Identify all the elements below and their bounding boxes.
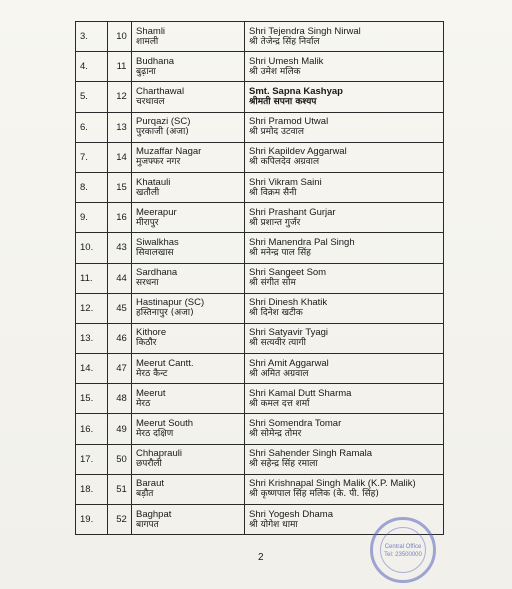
serial-number: 7. — [76, 142, 108, 172]
table-row — [76, 172, 444, 202]
serial-number: 15. — [76, 384, 108, 414]
constituency-number: 46 — [108, 323, 132, 353]
constituency-name-en: Meerut — [136, 387, 166, 399]
constituency-number: 13 — [108, 112, 132, 142]
candidate-name-en: Shri Manendra Pal Singh — [249, 236, 355, 248]
constituency-name-hi: पुरकाजी (अजा) — [136, 127, 189, 138]
candidate-name-hi: श्री उमेश मलिक — [249, 66, 301, 77]
constituency-number: 11 — [108, 52, 132, 82]
constituency-number: 49 — [108, 414, 132, 444]
table-row — [76, 384, 444, 414]
candidate-name-en: Shri Yogesh Dhama — [249, 508, 333, 520]
serial-number: 4. — [76, 52, 108, 82]
candidate-name-en: Shri Kapildev Aggarwal — [249, 146, 347, 158]
candidate-name-hi: श्री प्रशान्त गुर्जर — [249, 217, 301, 228]
constituency-number: 45 — [108, 293, 132, 323]
constituency-cell — [132, 52, 245, 82]
constituency-name-en: Baraut — [136, 478, 164, 490]
constituency-cell — [132, 323, 245, 353]
table-row — [76, 323, 444, 353]
constituency-name-en: Meerut Cantt. — [136, 357, 194, 369]
table-row — [76, 52, 444, 82]
table-row — [76, 263, 444, 293]
serial-number: 5. — [76, 82, 108, 112]
constituency-name-hi: शामली — [136, 36, 159, 47]
candidate-name-en: Shri Tejendra Singh Nirwal — [249, 25, 361, 37]
constituency-name-en: Budhana — [136, 55, 175, 67]
serial-number: 17. — [76, 444, 108, 474]
serial-number: 13. — [76, 323, 108, 353]
constituency-cell — [132, 505, 245, 535]
constituency-cell — [132, 474, 245, 504]
constituency-cell — [132, 263, 245, 293]
constituency-name-hi: मेरठ कैन्ट — [136, 368, 168, 379]
constituency-name-en: Kithore — [136, 327, 167, 339]
candidate-cell — [245, 444, 444, 474]
constituency-number: 43 — [108, 233, 132, 263]
constituency-name-hi: चरथावल — [136, 96, 165, 107]
serial-number: 18. — [76, 474, 108, 504]
constituency-name-en: Muzaffar Nagar — [136, 146, 202, 158]
table-row — [76, 414, 444, 444]
serial-number: 11. — [76, 263, 108, 293]
candidate-name-en: Shri Pramod Utwal — [249, 116, 329, 128]
serial-number: 12. — [76, 293, 108, 323]
constituency-name-hi: मीरापुर — [136, 217, 159, 228]
candidate-name-hi: श्री सोमेन्द्र तोमर — [249, 429, 302, 440]
serial-number: 14. — [76, 354, 108, 384]
candidate-name-en: Shri Dinesh Khatik — [249, 297, 328, 309]
constituency-cell — [132, 203, 245, 233]
constituency-number: 12 — [108, 82, 132, 112]
table-row — [76, 203, 444, 233]
constituency-number: 51 — [108, 474, 132, 504]
constituency-cell — [132, 22, 245, 52]
candidate-name-hi: श्री कृष्णपाल सिंह मलिक (के. पी. सिंह) — [249, 489, 379, 500]
constituency-number: 15 — [108, 172, 132, 202]
constituency-name-en: Hastinapur (SC) — [136, 297, 205, 309]
table-row — [76, 444, 444, 474]
constituency-number: 44 — [108, 263, 132, 293]
constituency-name-hi: छपरौली — [136, 459, 162, 470]
candidate-name-en: Shri Kamal Dutt Sharma — [249, 387, 352, 399]
candidate-name-en: Shri Satyavir Tyagi — [249, 327, 329, 339]
constituency-name-en: Sardhana — [136, 267, 178, 279]
constituency-cell — [132, 142, 245, 172]
office-seal-stamp — [370, 517, 436, 583]
constituency-cell — [132, 293, 245, 323]
constituency-number: 10 — [108, 22, 132, 52]
candidate-name-hi: श्री कमल दत्त शर्मा — [249, 398, 310, 409]
candidate-name-hi: श्री तेजेन्द्र सिंह निर्वाल — [249, 36, 320, 47]
serial-number: 3. — [76, 22, 108, 52]
candidate-name-hi: श्री योगेश धामा — [249, 519, 298, 530]
candidate-cell — [245, 354, 444, 384]
stamp-line-1: Central Office — [384, 544, 422, 550]
constituency-name-en: Baghpat — [136, 508, 172, 520]
candidate-name-hi: श्री अमित अग्रवाल — [249, 368, 309, 379]
constituency-number: 50 — [108, 444, 132, 474]
constituency-name-en: Chhaprauli — [136, 448, 182, 460]
table-row — [76, 233, 444, 263]
candidate-cell — [245, 112, 444, 142]
candidate-name-hi: श्री सहेन्द्र सिंह रमाला — [249, 459, 318, 470]
table-row — [76, 112, 444, 142]
serial-number: 9. — [76, 203, 108, 233]
constituency-name-en: Meerapur — [136, 206, 177, 218]
candidate-cell — [245, 82, 444, 112]
table-row — [76, 354, 444, 384]
constituency-name-hi: किठौर — [136, 338, 157, 349]
candidate-name-hi: श्री सत्यवीर त्यागी — [249, 338, 306, 349]
constituency-name-en: Shamli — [136, 25, 166, 37]
candidate-cell — [245, 384, 444, 414]
candidate-name-en: Shri Somendra Tomar — [249, 418, 342, 430]
candidate-table-body — [76, 22, 444, 535]
candidate-table — [75, 21, 444, 535]
candidate-name-en: Shri Krishnapal Singh Malik (K.P. Malik) — [249, 478, 416, 490]
candidate-name-en: Shri Amit Aggarwal — [249, 357, 329, 369]
serial-number: 8. — [76, 172, 108, 202]
candidate-cell — [245, 474, 444, 504]
constituency-name-en: Charthawal — [136, 85, 185, 97]
candidate-cell — [245, 142, 444, 172]
constituency-cell — [132, 172, 245, 202]
serial-number: 16. — [76, 414, 108, 444]
serial-number: 19. — [76, 505, 108, 535]
constituency-name-hi: मेरठ दक्षिण — [136, 429, 174, 440]
constituency-name-hi: बागपत — [136, 519, 159, 530]
constituency-name-en: Purqazi (SC) — [136, 116, 191, 128]
constituency-cell — [132, 82, 245, 112]
page-number: 2 — [258, 552, 264, 563]
candidate-cell — [245, 323, 444, 353]
serial-number: 10. — [76, 233, 108, 263]
candidate-cell — [245, 203, 444, 233]
constituency-number: 16 — [108, 203, 132, 233]
candidate-cell — [245, 233, 444, 263]
candidate-name-hi: श्री प्रमोद उटवाल — [249, 127, 304, 138]
constituency-name-hi: बुढ़ाना — [136, 66, 156, 77]
table-row — [76, 142, 444, 172]
candidate-name-en: Smt. Sapna Kashyap — [249, 85, 343, 97]
candidate-cell — [245, 414, 444, 444]
serial-number: 6. — [76, 112, 108, 142]
constituency-name-hi: खतौली — [136, 187, 160, 198]
table-row — [76, 22, 444, 52]
stamp-line-2: Tel: 23500000 — [384, 552, 422, 558]
candidate-name-en: Shri Prashant Gurjar — [249, 206, 336, 218]
constituency-name-hi: मुजफ्फर नगर — [136, 157, 181, 168]
table-row — [76, 82, 444, 112]
constituency-number: 48 — [108, 384, 132, 414]
candidate-name-en: Shri Umesh Malik — [249, 55, 324, 67]
constituency-cell — [132, 233, 245, 263]
table-row — [76, 293, 444, 323]
constituency-cell — [132, 384, 245, 414]
table-row — [76, 474, 444, 504]
constituency-name-en: Siwalkhas — [136, 236, 179, 248]
candidate-name-en: Shri Sahender Singh Ramala — [249, 448, 373, 460]
constituency-number: 14 — [108, 142, 132, 172]
constituency-number: 47 — [108, 354, 132, 384]
candidate-name-hi: श्रीमती सपना कश्यप — [249, 96, 317, 107]
constituency-number: 52 — [108, 505, 132, 535]
candidate-cell — [245, 293, 444, 323]
candidate-name-hi: श्री विक्रम सैनी — [249, 187, 297, 198]
candidate-name-en: Shri Vikram Saini — [249, 176, 322, 188]
constituency-cell — [132, 112, 245, 142]
candidate-name-hi: श्री मनेन्द्र पाल सिंह — [249, 247, 311, 258]
candidate-cell — [245, 263, 444, 293]
constituency-name-hi: हस्तिनापुर (अजा) — [136, 308, 194, 319]
candidate-cell — [245, 172, 444, 202]
constituency-name-hi: मेरठ — [136, 398, 151, 409]
constituency-name-hi: सरधना — [136, 278, 159, 289]
candidate-name-hi: श्री कपिलदेव अग्रवाल — [249, 157, 320, 168]
constituency-cell — [132, 444, 245, 474]
candidate-cell — [245, 52, 444, 82]
candidate-name-en: Shri Sangeet Som — [249, 267, 327, 279]
constituency-cell — [132, 354, 245, 384]
constituency-cell — [132, 414, 245, 444]
constituency-name-en: Khatauli — [136, 176, 171, 188]
candidate-cell — [245, 22, 444, 52]
candidate-name-hi: श्री संगीत सोम — [249, 278, 296, 289]
candidate-name-hi: श्री दिनेश खटीक — [249, 308, 303, 319]
constituency-name-hi: सिवालखास — [136, 247, 174, 258]
constituency-name-en: Meerut South — [136, 418, 194, 430]
constituency-name-hi: बड़ौत — [136, 489, 154, 500]
